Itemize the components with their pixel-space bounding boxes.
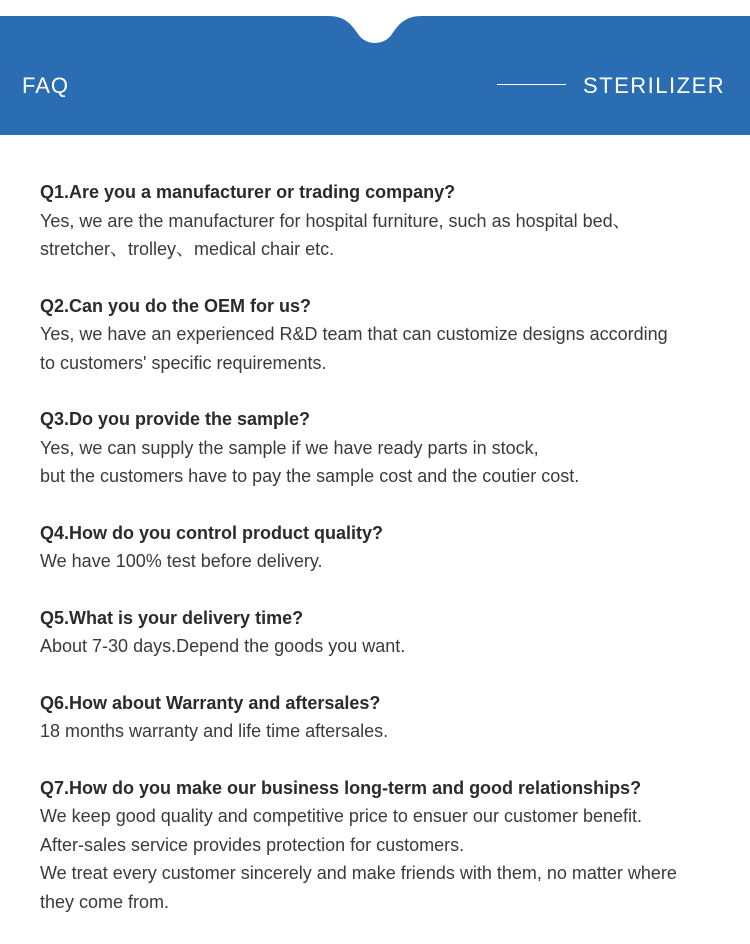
faq-answer-line: Yes, we can supply the sample if we have ready parts in stock, <box>40 437 539 458</box>
faq-answer-line: 18 months warranty and life time aftersales. <box>40 721 389 741</box>
faq-answer-line: After-sales service provides protection for customers. <box>40 834 465 855</box>
faq-answer <box>40 802 730 916</box>
faq-answer-line: Yes, we are the manufacturer for hospital furniture, such as hospital bed、 <box>40 210 631 231</box>
faq-item <box>40 519 730 576</box>
faq-question: Q5.What is your delivery time? <box>40 607 304 628</box>
faq-question: Q2.Can you do the OEM for us? <box>40 295 312 316</box>
faq-answer-line: they come from. <box>40 891 170 912</box>
faq-question: Q7.How do you make our business long-term and good relationships? <box>40 777 642 798</box>
faq-item <box>40 178 730 264</box>
faq-answer <box>40 320 730 377</box>
faq-question: Q3.Do you provide the sample? <box>40 409 311 429</box>
faq-item <box>40 689 730 746</box>
faq-answer <box>40 717 730 746</box>
faq-question: Q4.How do you control product quality? <box>40 522 383 543</box>
faq-answer-line: We have 100% test before delivery. <box>40 551 323 571</box>
faq-answer-line: Yes, we have an experienced R&D team that can customize designs according <box>40 324 668 344</box>
faq-answer-line: We treat every customer sincerely and make friends with them, no matter where <box>40 863 677 883</box>
faq-answer <box>40 632 730 661</box>
faq-answer <box>40 207 730 264</box>
faq-answer <box>40 434 730 491</box>
faq-item <box>40 774 730 917</box>
faq-answer-line: We keep good quality and competitive price to ensuer our customer benefit. <box>40 806 643 826</box>
faq-question: Q1.Are you a manufacturer or trading company? <box>40 182 456 202</box>
faq-answer-line: but the customers have to pay the sample cost and the coutier cost. <box>40 466 580 486</box>
header-faq-label: FAQ <box>22 73 70 98</box>
header-divider-line <box>497 84 566 85</box>
faq-answer-line: stretcher、trolley、medical chair etc. <box>40 239 335 259</box>
banner-notch <box>0 0 750 60</box>
faq-item <box>40 405 730 491</box>
faq-answer <box>40 547 730 576</box>
faq-item <box>40 292 730 378</box>
faq-answer-line: About 7-30 days.Depend the goods you want. <box>40 636 406 656</box>
faq-answer-line: to customers' specific requirements. <box>40 352 327 373</box>
header-sterilizer-label: STERILIZER <box>583 73 726 98</box>
faq-item <box>40 604 730 661</box>
faq-list <box>40 178 730 944</box>
faq-question: Q6.How about Warranty and aftersales? <box>40 692 381 713</box>
